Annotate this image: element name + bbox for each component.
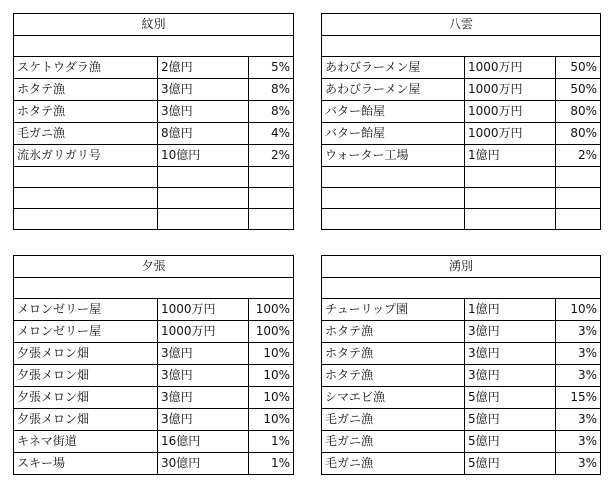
cost-cell[interactable]: 3億円 <box>465 343 556 365</box>
cost-cell[interactable]: 1億円 <box>465 299 556 321</box>
table-row <box>14 343 294 365</box>
title-row <box>322 14 601 36</box>
cost-cell[interactable] <box>465 167 556 188</box>
name-cell[interactable]: チューリップ園 <box>322 299 465 321</box>
blank-cell[interactable] <box>322 278 601 299</box>
name-cell[interactable]: 毛ガニ漁 <box>14 123 158 145</box>
rate-cell[interactable]: 2% <box>249 145 294 167</box>
name-cell[interactable]: 毛ガニ漁 <box>322 453 465 475</box>
table-row <box>14 409 294 431</box>
cost-cell[interactable]: 5億円 <box>465 409 556 431</box>
blank-cell[interactable] <box>14 36 294 57</box>
section-title[interactable]: 八雲 <box>322 14 601 36</box>
name-cell[interactable] <box>14 188 158 209</box>
name-cell[interactable]: バター飴屋 <box>322 123 465 145</box>
rate-cell[interactable]: 15% <box>556 387 601 409</box>
rate-cell[interactable]: 100% <box>249 321 294 343</box>
blank-row <box>322 36 601 57</box>
rate-cell[interactable]: 50% <box>556 79 601 101</box>
table-row <box>14 188 294 209</box>
section-title[interactable]: 紋別 <box>14 14 294 36</box>
name-cell[interactable]: 毛ガニ漁 <box>322 431 465 453</box>
rate-cell[interactable]: 100% <box>249 299 294 321</box>
rate-cell[interactable]: 3% <box>556 365 601 387</box>
name-cell[interactable] <box>322 167 465 188</box>
rate-cell[interactable]: 3% <box>556 431 601 453</box>
rate-cell[interactable]: 1% <box>249 431 294 453</box>
spreadsheet-table <box>321 255 601 475</box>
table-row <box>14 365 294 387</box>
title-row <box>322 256 601 278</box>
table-monbetsu <box>13 13 294 230</box>
rate-cell[interactable]: 10% <box>249 387 294 409</box>
name-cell[interactable]: ウォーター工場 <box>322 145 465 167</box>
table-row <box>14 79 294 101</box>
rate-cell[interactable]: 10% <box>249 365 294 387</box>
cost-cell[interactable]: 1億円 <box>465 145 556 167</box>
cost-cell[interactable]: 3億円 <box>158 387 249 409</box>
cost-cell[interactable]: 30億円 <box>158 453 249 475</box>
name-cell[interactable]: ホタテ漁 <box>322 343 465 365</box>
rate-cell[interactable] <box>249 188 294 209</box>
table-row <box>322 453 601 475</box>
rate-cell[interactable] <box>249 167 294 188</box>
table-row <box>322 431 601 453</box>
table-yubetsu <box>321 255 601 475</box>
cost-cell[interactable] <box>465 188 556 209</box>
name-cell[interactable]: バター飴屋 <box>322 101 465 123</box>
cost-cell[interactable]: 5億円 <box>465 431 556 453</box>
name-cell[interactable] <box>322 209 465 230</box>
cost-cell[interactable]: 3億円 <box>465 365 556 387</box>
cost-cell[interactable] <box>158 209 249 230</box>
rate-cell[interactable]: 3% <box>556 321 601 343</box>
cost-cell[interactable]: 3億円 <box>158 101 249 123</box>
cost-cell[interactable]: 5億円 <box>465 387 556 409</box>
cost-cell[interactable]: 1000万円 <box>465 123 556 145</box>
rate-cell[interactable]: 3% <box>556 409 601 431</box>
table-row <box>14 57 294 79</box>
title-row <box>14 256 294 278</box>
table-row <box>322 167 601 188</box>
table-row <box>322 387 601 409</box>
rate-cell[interactable]: 8% <box>249 79 294 101</box>
cost-cell[interactable]: 16億円 <box>158 431 249 453</box>
name-cell[interactable]: メロンゼリー屋 <box>14 299 158 321</box>
table-row <box>322 409 601 431</box>
name-cell[interactable] <box>14 167 158 188</box>
cost-cell[interactable]: 1000万円 <box>465 57 556 79</box>
name-cell[interactable]: 夕張メロン畑 <box>14 409 158 431</box>
section-title[interactable]: 夕張 <box>14 256 294 278</box>
cost-cell[interactable]: 5億円 <box>465 453 556 475</box>
spreadsheet-table <box>13 13 294 230</box>
rate-cell[interactable]: 3% <box>556 453 601 475</box>
cost-cell[interactable]: 3億円 <box>465 321 556 343</box>
cost-cell[interactable]: 1000万円 <box>465 101 556 123</box>
name-cell[interactable]: メロンゼリー屋 <box>14 321 158 343</box>
table-row <box>14 387 294 409</box>
rate-cell[interactable]: 4% <box>249 123 294 145</box>
name-cell[interactable]: 夕張メロン畑 <box>14 365 158 387</box>
cost-cell[interactable]: 3億円 <box>158 343 249 365</box>
table-row <box>14 453 294 475</box>
name-cell[interactable]: スケトウダラ漁 <box>14 57 158 79</box>
name-cell[interactable]: 夕張メロン畑 <box>14 387 158 409</box>
cost-cell[interactable]: 2億円 <box>158 57 249 79</box>
name-cell[interactable] <box>322 188 465 209</box>
name-cell[interactable]: 流氷ガリガリ号 <box>14 145 158 167</box>
blank-cell[interactable] <box>14 278 294 299</box>
rate-cell[interactable] <box>556 209 601 230</box>
cost-cell[interactable] <box>158 167 249 188</box>
rate-cell[interactable]: 80% <box>556 101 601 123</box>
cost-cell[interactable] <box>465 209 556 230</box>
cost-cell[interactable]: 3億円 <box>158 365 249 387</box>
name-cell[interactable]: ホタテ漁 <box>322 365 465 387</box>
name-cell[interactable]: シマエビ漁 <box>322 387 465 409</box>
cost-cell[interactable]: 10億円 <box>158 145 249 167</box>
table-yubari <box>13 255 294 475</box>
table-row <box>14 101 294 123</box>
table-row <box>322 57 601 79</box>
rate-cell[interactable]: 2% <box>556 145 601 167</box>
name-cell[interactable]: ホタテ漁 <box>322 321 465 343</box>
name-cell[interactable]: ホタテ漁 <box>14 79 158 101</box>
blank-row <box>14 36 294 57</box>
table-row <box>322 365 601 387</box>
section-title[interactable]: 湧別 <box>322 256 601 278</box>
name-cell[interactable]: あわびラーメン屋 <box>322 57 465 79</box>
table-yakumo <box>321 13 601 230</box>
table-row <box>322 123 601 145</box>
name-cell[interactable]: キネマ街道 <box>14 431 158 453</box>
name-cell[interactable]: 毛ガニ漁 <box>322 409 465 431</box>
cost-cell[interactable]: 1000万円 <box>158 299 249 321</box>
table-row <box>322 101 601 123</box>
name-cell[interactable] <box>14 209 158 230</box>
rate-cell[interactable] <box>556 167 601 188</box>
spreadsheet-table <box>13 255 294 475</box>
blank-row <box>322 278 601 299</box>
rate-cell[interactable]: 50% <box>556 57 601 79</box>
table-row <box>322 188 601 209</box>
table-row <box>322 145 601 167</box>
table-row <box>14 321 294 343</box>
cost-cell[interactable]: 3億円 <box>158 79 249 101</box>
rate-cell[interactable]: 8% <box>249 101 294 123</box>
rate-cell[interactable]: 1% <box>249 453 294 475</box>
rate-cell[interactable]: 10% <box>249 343 294 365</box>
cost-cell[interactable]: 8億円 <box>158 123 249 145</box>
table-row <box>14 167 294 188</box>
table-row <box>322 79 601 101</box>
cost-cell[interactable]: 1000万円 <box>158 321 249 343</box>
table-row <box>14 145 294 167</box>
spreadsheet-table <box>321 13 601 230</box>
table-row <box>14 123 294 145</box>
name-cell[interactable]: あわびラーメン屋 <box>322 79 465 101</box>
blank-cell[interactable] <box>322 36 601 57</box>
table-row <box>322 209 601 230</box>
name-cell[interactable]: ホタテ漁 <box>14 101 158 123</box>
cost-cell[interactable]: 3億円 <box>158 409 249 431</box>
rate-cell[interactable] <box>249 209 294 230</box>
table-row <box>14 299 294 321</box>
table-row <box>322 299 601 321</box>
cost-cell[interactable]: 1000万円 <box>465 79 556 101</box>
table-row <box>14 209 294 230</box>
blank-row <box>14 278 294 299</box>
cost-cell[interactable] <box>158 188 249 209</box>
name-cell[interactable]: 夕張メロン畑 <box>14 343 158 365</box>
title-row <box>14 14 294 36</box>
rate-cell[interactable]: 5% <box>249 57 294 79</box>
table-row <box>322 343 601 365</box>
table-row <box>14 431 294 453</box>
rate-cell[interactable] <box>556 188 601 209</box>
table-row <box>322 321 601 343</box>
rate-cell[interactable]: 10% <box>249 409 294 431</box>
rate-cell[interactable]: 80% <box>556 123 601 145</box>
name-cell[interactable]: スキー場 <box>14 453 158 475</box>
rate-cell[interactable]: 10% <box>556 299 601 321</box>
rate-cell[interactable]: 3% <box>556 343 601 365</box>
